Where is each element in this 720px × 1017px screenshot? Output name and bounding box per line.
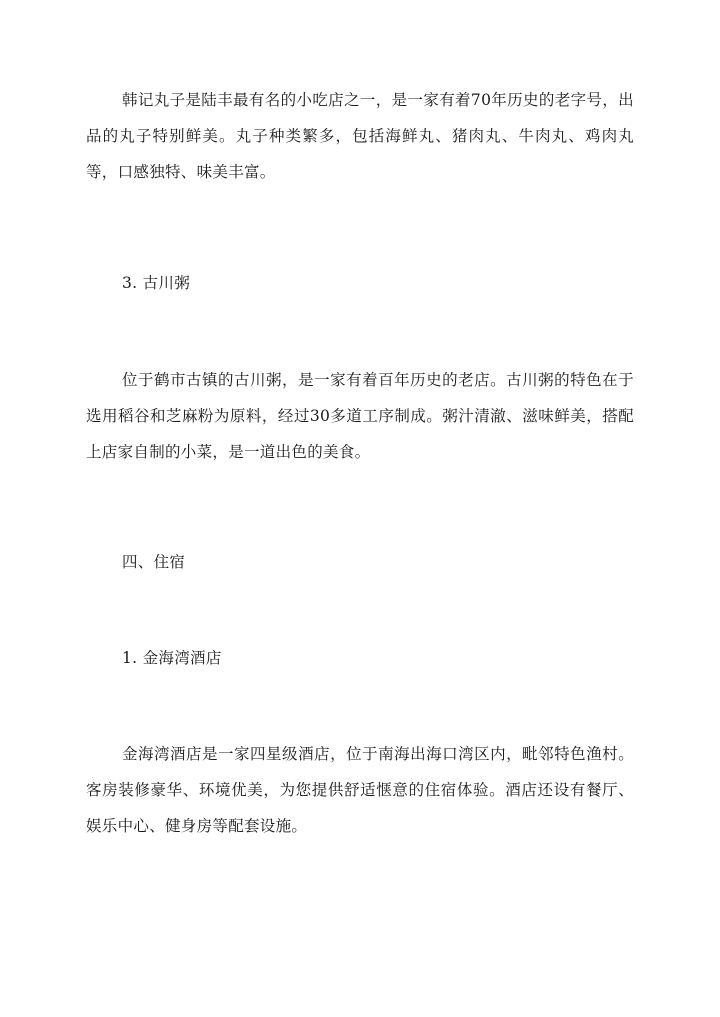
paragraph-jin-hai-wan-hotel: 金海湾酒店是一家四星级酒店，位于南海出海口湾区内，毗邻特色渔村。客房装修豪华、环境优美，为您提供舒适惬意的住宿体验。酒店还设有餐厅、娱乐中心、健身房等配套设施。	[86, 745, 634, 835]
paragraph-han-ji-meatballs: 韩记丸子是陆丰最有名的小吃店之一，是一家有着70年历史的老字号，出品的丸子特别鲜美。丸子种类繁多，包括海鲜丸、猪肉丸、牛肉丸、鸡肉丸等，口感独特、味美丰富。	[86, 91, 634, 181]
heading-gu-chuan-congee: 3. 古川粥	[122, 274, 191, 292]
paragraph-gu-chuan-congee: 位于鹤市古镇的古川粥，是一家有着百年历史的老店。古川粥的特色在于选用稻谷和芝麻粉为原料，经过30多道工序制成。粥汁清澈、滋味鲜美，搭配上店家自制的小菜，是一道出色的美食。	[86, 371, 634, 461]
heading-jin-hai-wan-hotel: 1. 金海湾酒店	[122, 649, 222, 667]
section-heading-accommodation: 四、住宿	[122, 553, 186, 571]
